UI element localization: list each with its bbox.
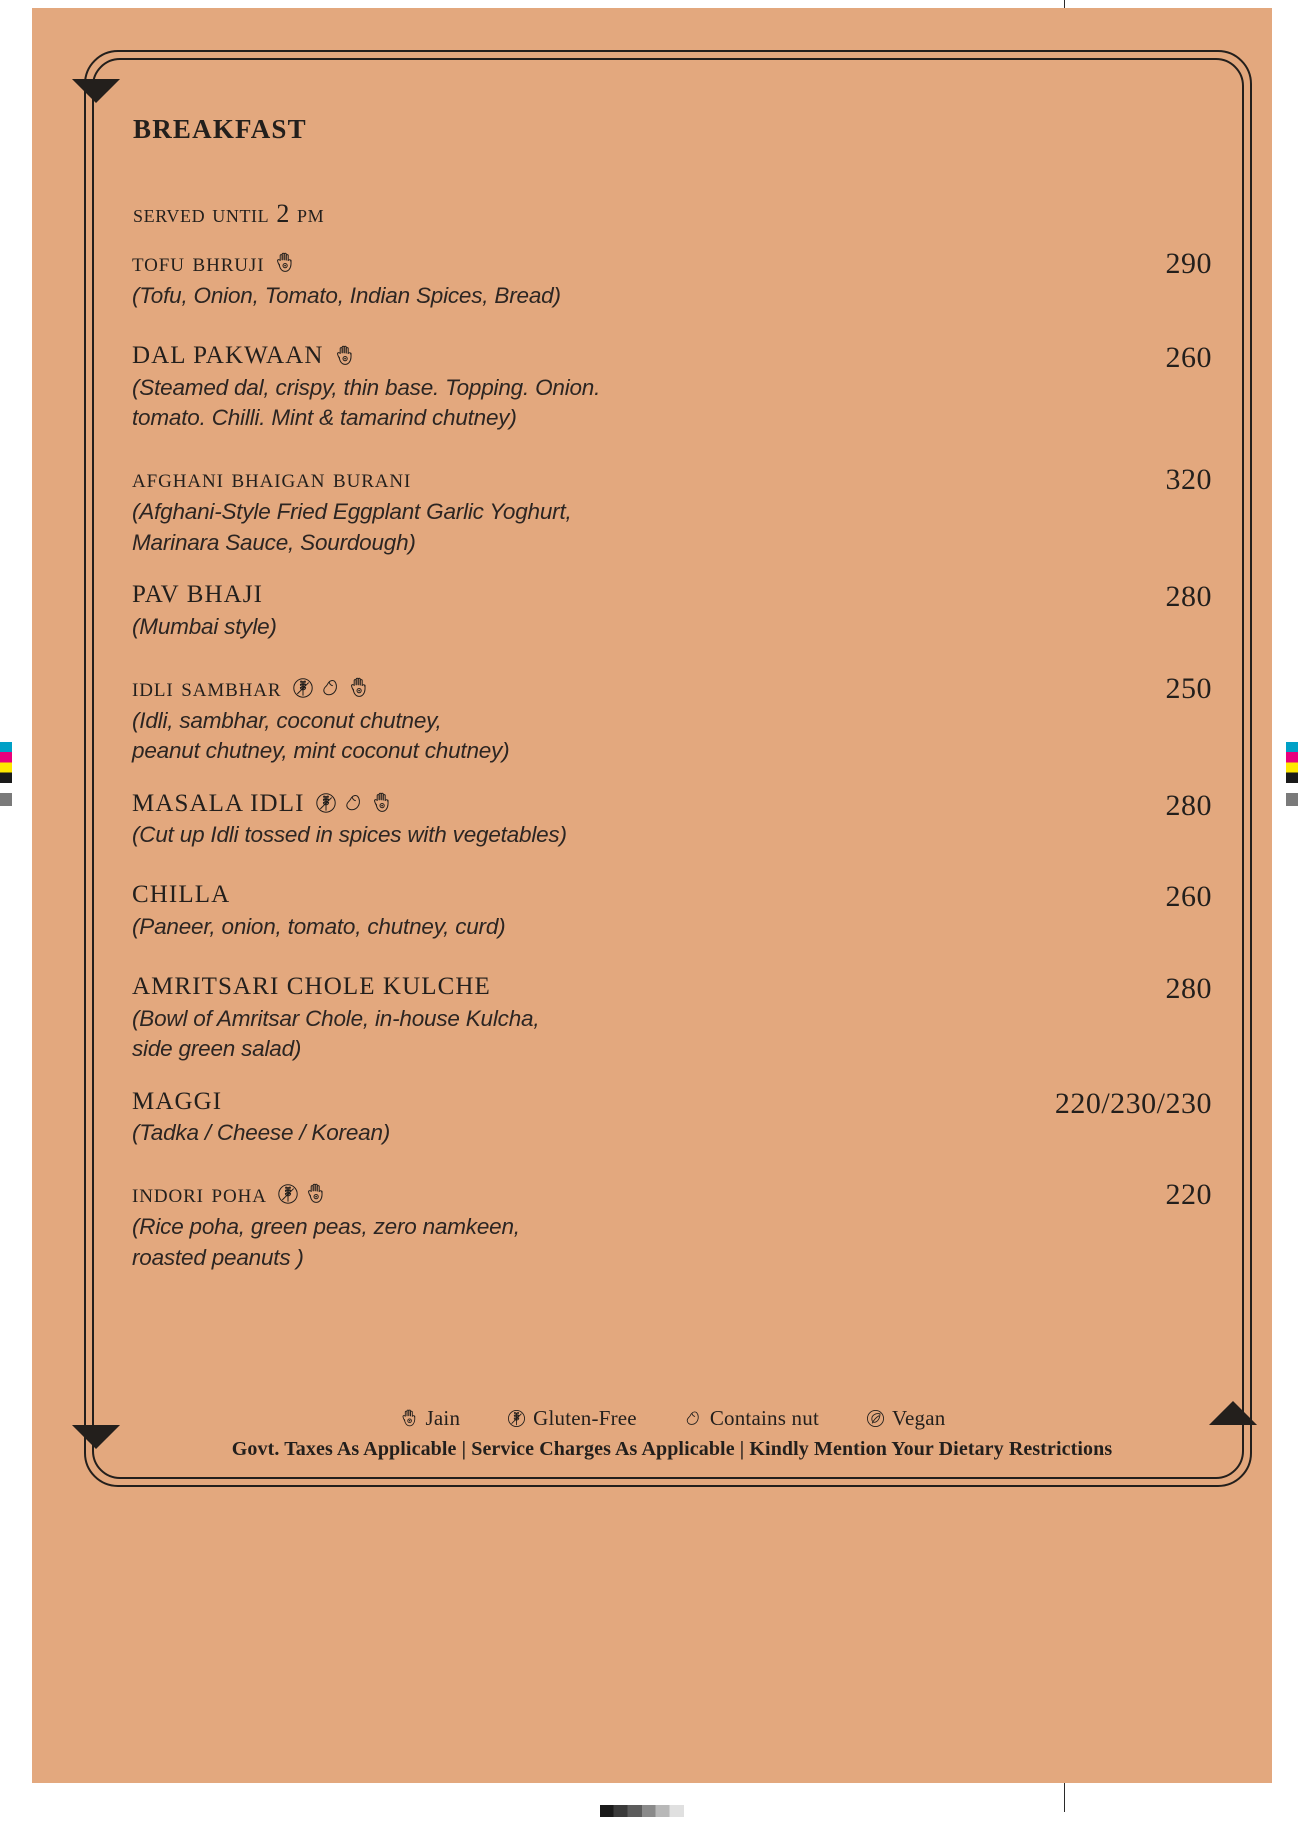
footer-note: Govt. Taxes As Applicable | Service Charges As Applicable | Kindly Mention Your Dietary Restrictions: [231, 1438, 1113, 1460]
menu-item-price: 260: [1165, 341, 1212, 375]
contains-nut-icon: [683, 1408, 704, 1429]
menu-item-name-text: idli sambhar: [132, 671, 282, 702]
menu-item-dietary-icons: [273, 251, 297, 275]
menu-item-list: [132, 247, 1212, 1273]
menu-item-body: [132, 463, 922, 558]
crop-mark-bottom: [1064, 1778, 1065, 1812]
jain-icon: [333, 344, 357, 368]
menu-item: [132, 672, 1212, 767]
menu-item-body: [132, 789, 922, 851]
menu-item-description: (Tofu, Onion, Tomato, Indian Spices, Bread): [132, 282, 561, 308]
menu-item-body: [132, 1087, 922, 1149]
menu-item-name: [132, 789, 922, 819]
vegan-icon: [865, 1408, 886, 1429]
gluten-free-icon: [276, 1182, 300, 1206]
menu-item-name: [132, 672, 922, 704]
menu-item-name-text: indori poha: [132, 1178, 267, 1209]
legend-item-label: Vegan: [891, 1406, 946, 1430]
menu-item-body: [132, 1178, 922, 1273]
menu-item-description: (Steamed dal, crispy, thin base. Topping. Onion. tomato. Chilli. Mint & tamarind chutney): [132, 374, 601, 431]
menu-footer: [132, 1406, 1212, 1461]
menu-item-name: [132, 880, 922, 910]
menu-item-dietary-icons: [314, 791, 394, 815]
jain-icon: [370, 791, 394, 815]
menu-item-name: [132, 1178, 922, 1210]
menu-item-name-text: AMRITSARI CHOLE KULCHE: [132, 973, 491, 1001]
menu-item-body: [132, 672, 922, 767]
menu-item-price: 290: [1165, 247, 1212, 280]
contains-nut-icon: [342, 791, 366, 815]
legend-item-label: Jain: [425, 1406, 461, 1430]
served-until-label: served until 2 pm: [133, 199, 325, 228]
menu-content: [132, 82, 1212, 1273]
menu-item: [132, 972, 1212, 1064]
menu-item-price: 220/230/230: [1054, 1086, 1212, 1120]
menu-item-description: (Cut up Idli tossed in spices with vegetables): [132, 822, 567, 848]
gluten-free-icon: [291, 676, 315, 700]
gluten-free-icon: [314, 791, 338, 815]
menu-item-name: [132, 341, 922, 371]
menu-item: [132, 789, 1212, 851]
menu-item-name: [132, 247, 922, 279]
legend-item: [865, 1406, 945, 1431]
menu-item-name-text: MASALA IDLI: [132, 789, 305, 817]
menu-item-description: (Mumbai style): [132, 613, 277, 639]
page-title: breakfast: [133, 104, 307, 147]
menu-item-price: 220: [1165, 1178, 1212, 1212]
menu-item-price: 260: [1165, 880, 1212, 914]
menu-paper: [32, 8, 1272, 1783]
menu-item-price: 280: [1165, 788, 1212, 822]
menu-item-price: 250: [1165, 671, 1212, 705]
menu-item-description: (Paneer, onion, tomato, chutney, curd): [132, 913, 506, 939]
menu-item: [132, 463, 1212, 558]
menu-item-dietary-icons: [291, 676, 371, 700]
legend-item: [506, 1406, 637, 1431]
menu-item-description: (Afghani-Style Fried Eggplant Garlic Yoghurt, Marinara Sauce, Sourdough): [132, 499, 572, 555]
jain-icon: [347, 676, 371, 700]
menu-item-name: [132, 463, 922, 495]
legend-item-label: Contains nut: [709, 1406, 819, 1430]
menu-item-description: (Idli, sambhar, coconut chutney, peanut chutney, mint coconut chutney): [132, 707, 510, 764]
legend-item-label: Gluten-Free: [533, 1406, 637, 1430]
menu-item-name-text: afghani bhaigan burani: [132, 463, 412, 494]
menu-item: [132, 341, 1212, 433]
menu-item-name: [132, 580, 922, 610]
grayscale-calibration-strip: [600, 1805, 684, 1817]
menu-item-description: (Rice poha, green peas, zero namkeen, roasted peanuts ): [132, 1214, 520, 1270]
color-calibration-bar-left: [0, 742, 12, 806]
menu-item-dietary-icons: [276, 1182, 328, 1206]
menu-item-name: [132, 972, 922, 1002]
menu-item-dietary-icons: [333, 344, 357, 368]
menu-item: [132, 1178, 1212, 1273]
color-calibration-bar-right: [1286, 742, 1298, 806]
jain-icon: [273, 251, 297, 275]
menu-item-description: (Tadka / Cheese / Korean): [132, 1120, 391, 1146]
menu-item-body: [132, 580, 922, 642]
legend-item: [683, 1406, 819, 1431]
menu-item-name-text: MAGGI: [132, 1087, 223, 1115]
menu-item-body: [132, 972, 922, 1064]
menu-item-name: [132, 1087, 922, 1117]
menu-item-price: 280: [1165, 972, 1212, 1006]
menu-item-price: 280: [1165, 580, 1212, 614]
legend-item: [399, 1406, 461, 1431]
menu-item-body: [132, 880, 922, 942]
menu-item-body: [132, 247, 922, 311]
menu-item-price: 320: [1165, 463, 1212, 497]
jain-icon: [304, 1182, 328, 1206]
dietary-legend: [132, 1406, 1212, 1431]
menu-item: [132, 580, 1212, 642]
menu-item-description: (Bowl of Amritsar Chole, in-house Kulcha, side green salad): [132, 1005, 540, 1062]
gluten-free-icon: [506, 1408, 527, 1429]
menu-item-name-text: tofu bhruji: [132, 247, 265, 277]
jain-icon: [399, 1408, 420, 1429]
menu-item-body: [132, 341, 922, 433]
menu-item: [132, 1087, 1212, 1149]
menu-item-name-text: CHILLA: [132, 881, 231, 909]
contains-nut-icon: [319, 676, 343, 700]
menu-item-name-text: DAL PAKWAAN: [132, 342, 324, 370]
menu-item: [132, 880, 1212, 942]
menu-item-name-text: PAV BHAJI: [132, 581, 264, 609]
menu-item: [132, 247, 1212, 311]
